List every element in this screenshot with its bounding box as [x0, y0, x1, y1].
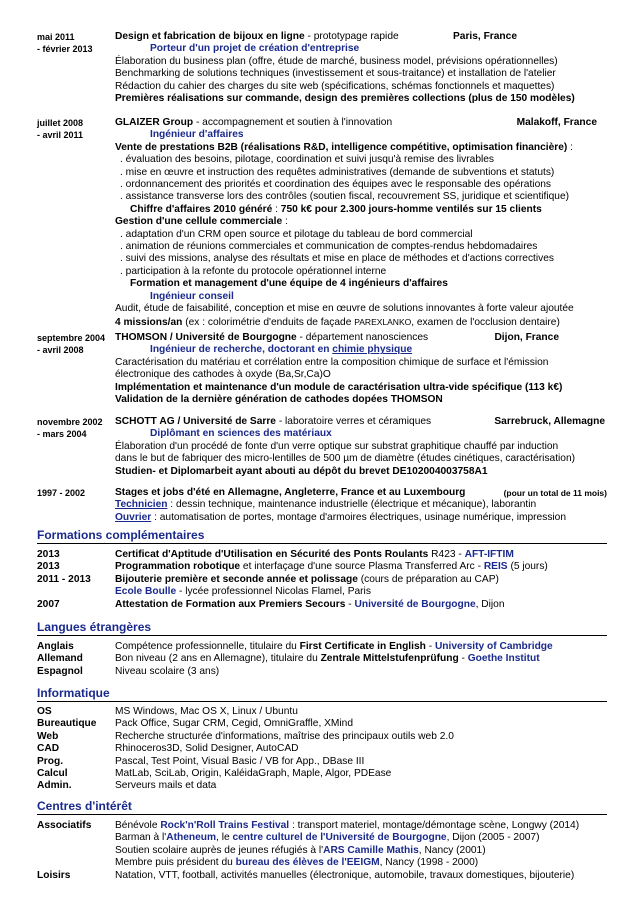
list-item: 2013 Certificat d'Aptitude d'Utilisation en Sécurité des Ponts Roulants R423 - AFT-IFTIM: [37, 549, 514, 560]
list-item: 2007 Attestation de Formation aux Premiers Secours - Université de Bourgogne, Dijon: [37, 598, 505, 610]
list-item: . assistance transverse lors des contrôles (soutien fiscal, recouvrement SS, juridique et scientifique): [115, 191, 607, 203]
list-item: . participation à la refonte du protocole opérationnel interne: [115, 266, 607, 278]
entry-location: Malakoff, France: [516, 117, 597, 128]
entry-dates: juillet 2008 - avril 2011: [37, 118, 84, 141]
entry-headline: GLAIZER Group - accompagnement et soutien à l'innovation Malakoff, France: [115, 117, 597, 128]
entry-role: Ingénieur conseil: [150, 290, 234, 302]
list-item: . mise en œuvre et instruction des requêtes administratives (demande de subventions et statuts): [115, 167, 607, 179]
section-title-interets: Centres d'intérêt: [37, 799, 607, 815]
experience-entry: novembre 2002 - mars 2004 SCHOTT AG / Université de Sarre - laboratoire verres et céramiques Sarrebruck, Allemagne Diplômant en sciences des matériaux Élaboration d'un procédé de fonte d'un verre optique sur substrat graphitique chauffé par induction dans le but de fabriquer des micro-lentilles de 500 µm de diamètre (études cinétiques, caractérisation) Studien- et Diplomarbeit ayant abouti au dépôt du brevet DE102004003758A1: [37, 416, 605, 477]
section-title-formations: Formations complémentaires: [37, 528, 607, 544]
experience-entry: juillet 2008 - avril 2011 GLAIZER Group - accompagnement et soutien à l'innovation Malakoff, France Ingénieur d'affaires Vente de prestations B2B (réalisations R&D, intelligence compétitive, optimisation financière) : . évaluation des besoins, pilotage, coordination et suivi jusqu'à remise des livrables . mise en œuvre et instruction des requêtes administratives (demande de subventions et statuts) . ordonnancement des priorités et coordination des équipes avec le responsable des opérations . assistance transverse lors des contrôles (soutien fiscal, recouvrement SS, juridique et scientifique) Chiffre d'affaires 2010 généré : 750 k€ pour 2.300 jours-homme ventilés sur 15 clients Gestion d'une cellule commerciale : . adaptation d'un CRM open source et pilotage du tableau de bord commercial . animation de réunions commerciales et communication de comptes-rendus hebdomadaires . suivi des missions, analyse des résultats et mise en place de méthodes et d'actions correctives . participation à la refonte du protocole opérationnel interne Formation et management d'une équipe de 4 ingénieurs d'affaires Ingénieur conseil Audit, étude de faisabilité, conception et mise en œuvre de solutions innovantes à forte valeur ajoutée 4 missions/an (ex : colorimétrie d'enduits de façade PAREXLANKO, examen de l'occlusion dentaire): [37, 117, 607, 329]
entry-role: Porteur d'un projet de création d'entreprise: [150, 43, 360, 55]
list-item: . ordonnancement des priorités et coordination des équipes avec le responsable des opérations: [115, 179, 607, 191]
list-item: Loisirs Natation, VTT, football, activités manuelles (électronique, automobile, travaux domestiques, bijouterie): [37, 869, 575, 881]
list-item: . évaluation des besoins, pilotage, coordination et suivi jusqu'à remise des livrables: [115, 154, 607, 166]
list-item: Espagnol Niveau scolaire (3 ans): [37, 665, 220, 677]
list-item: Anglais Compétence professionnelle, titulaire du First Certificate in English - University of Cambridge: [37, 641, 553, 652]
section-title-langues: Langues étrangères: [37, 620, 607, 636]
interets-list: [37, 820, 607, 882]
list-item: . animation de réunions commerciales et communication de comptes-rendus hebdomadaires: [115, 241, 607, 253]
formations-list: [37, 549, 607, 611]
entry-role: Diplômant en sciences des matériaux: [150, 428, 332, 440]
list-item: Bureautique Pack Office, Sugar CRM, Cegid, OmniGraffle, XMind: [37, 718, 353, 730]
entry-role: Ingénieur d'affaires: [150, 129, 244, 141]
entry-dates: novembre 2002 - mars 2004: [37, 417, 103, 440]
entry-location: Sarrebruck, Allemagne: [494, 416, 605, 427]
list-item: Calcul MatLab, SciLab, Origin, KaléidaGraph, Maple, Algor, PDEase: [37, 767, 392, 779]
section-title-informatique: Informatique: [37, 686, 607, 702]
list-item: . suivi des missions, analyse des résultats et mise en place de méthodes et d'actions correctives: [115, 253, 607, 265]
entry-dates: septembre 2004 - avril 2008: [37, 333, 106, 356]
list-item: Soutien scolaire auprès de jeunes réfugiés à l'ARS Camille Mathis, Nancy (2001): [115, 844, 486, 856]
entry-location: Paris, France: [453, 31, 517, 42]
list-item: OS MS Windows, Mac OS X, Linux / Ubuntu: [37, 706, 298, 717]
list-item: . adaptation d'un CRM open source et pilotage du tableau de bord commercial: [115, 229, 607, 241]
experience-entry: 1997 - 2002 Stages et jobs d'été en Allemagne, Angleterre, France et au Luxembourg (pour un total de 11 mois) Technicien : dessin technique, maintenance industrielle (électrique et mécanique), laborantin Ouvrier : automatisation de portes, montage d'armoires électriques, usinage numérique, impression: [37, 487, 607, 523]
entry-headline: Stages et jobs d'été en Allemagne, Angleterre, France et au Luxembourg (pour un total de 11 mois): [115, 487, 607, 498]
entry-headline: THOMSON / Université de Bourgogne - département nanosciences Dijon, France: [115, 332, 559, 343]
entry-dates: 1997 - 2002: [37, 488, 86, 498]
list-item: Allemand Bon niveau (2 ans en Allemagne), titulaire du Zentrale Mittelstufenprüfung - Goethe Institut: [37, 653, 540, 665]
list-item: Web Recherche structurée d'informations, maîtrise des principaux outils web 2.0: [37, 730, 454, 742]
list-item: Associatifs Bénévole Rock'n'Roll Trains Festival : transport materiel, montage/démontage scène, Longwy (2014): [37, 820, 580, 831]
informatique-list: [37, 706, 607, 793]
entry-location: Dijon, France: [494, 332, 559, 343]
list-item: Membre puis président du bureau des élèves de l'EEIGM, Nancy (1998 - 2000): [115, 857, 479, 869]
list-item: Prog. Pascal, Test Point, Visual Basic / VB for App., DBase III: [37, 755, 365, 767]
experience-entry: mai 2011 - février 2013 Design et fabrication de bijoux en ligne - prototypage rapide Paris, France Porteur d'un projet de création d'entreprise Élaboration du business plan (offre, étude de marché, business model, prévisions opérationnelles) Benchmarking de solutions techniques (investissement et sous-traitance) et installation de l'atelier Rédaction du cahier des charges du site web (spécifications, schémas fonctionnels et maquettes) Premières réalisations sur commande, design des premières collections (plus de 150 modèles): [37, 31, 607, 105]
list-item: 2013 Programmation robotique et interfaçage d'une source Plasma Transferred Arc - REIS (5 jours): [37, 561, 548, 573]
entry-headline: Design et fabrication de bijoux en ligne - prototypage rapide Paris, France: [115, 31, 517, 42]
list-item: Ecole Boulle - lycée professionnel Nicolas Flamel, Paris: [115, 586, 371, 598]
list-item: Barman à l'Atheneum, le centre culturel de l'Université de Bourgogne, Dijon (2005 - 2007): [115, 832, 540, 844]
list-item: Admin. Serveurs mails et data: [37, 780, 217, 792]
langues-list: [37, 641, 607, 678]
entry-headline: SCHOTT AG / Université de Sarre - laboratoire verres et céramiques Sarrebruck, Allemagne: [115, 416, 605, 427]
list-item: CAD Rhinoceros3D, Solid Designer, AutoCAD: [37, 743, 299, 755]
entry-role: Ingénieur de recherche, doctorant en chimie physique: [150, 344, 413, 356]
experience-entry: septembre 2004 - avril 2008 THOMSON / Université de Bourgogne - département nanosciences Dijon, France Ingénieur de recherche, doctorant en chimie physique Caractérisation du matériau et corrélation entre la composition chimique de surface et l'émission électronique des cathodes à oxyde (Ba,Sr,Ca)O Implémentation et maintenance d'un module de caractérisation ultra-vide spécifique (113 k€) Validation de la dernière génération de cathodes dopées THOMSON: [37, 332, 607, 406]
entry-dates: mai 2011 - février 2013: [37, 32, 93, 55]
list-item: 2011 - 2013 Bijouterie première et seconde année et polissage (cours de préparation au CAP): [37, 573, 499, 585]
